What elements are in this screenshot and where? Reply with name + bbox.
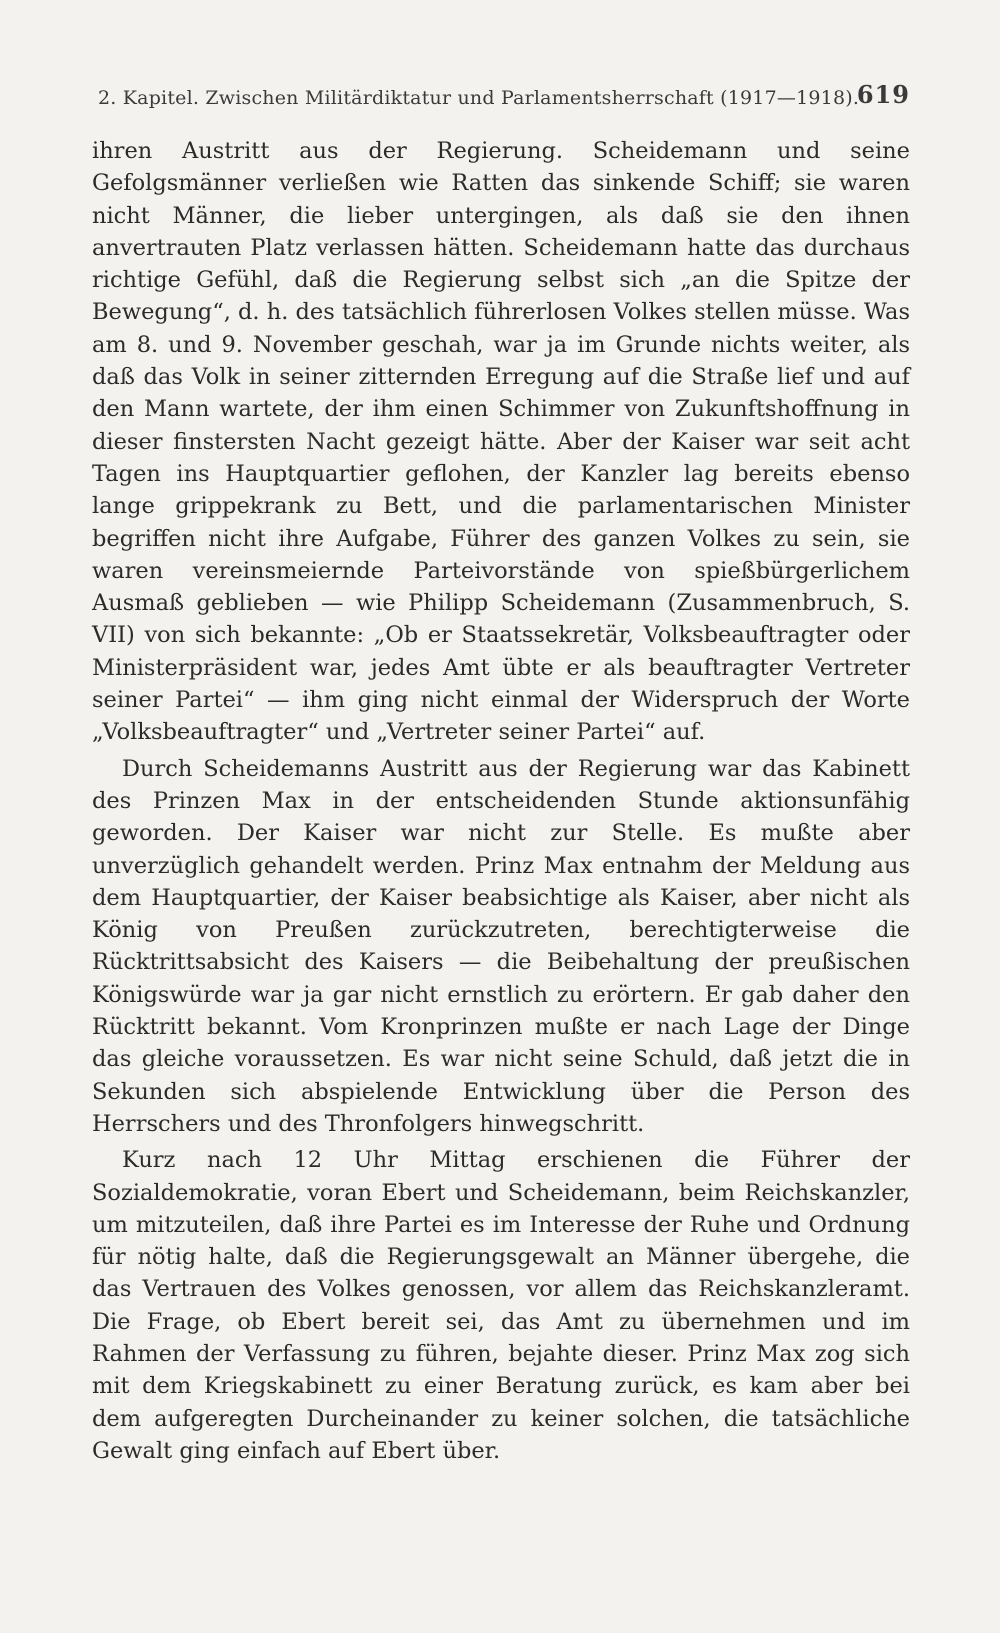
page-number: 619	[856, 80, 910, 109]
page-header	[98, 80, 910, 112]
paragraph-3: Kurz nach 12 Uhr Mittag erschienen die Führer der Sozialdemokratie, voran Ebert und Scheidemann, beim Reichskanzler, um mitzuteilen, daß ihre Partei es im Interesse der Ruhe und Ordnung für nötig halte, daß die Regierungsgewalt an Männer übergehe, die das Vertrauen des Volkes genossen, vor allem das Reichskanzleramt. Die Frage, ob Ebert bereit sei, das Amt zu übernehmen und im Rahmen der Verfassung zu führen, bejahte dieser. Prinz Max zog sich mit dem Kriegskabinett zu einer Beratung zurück, es kam aber bei dem aufgeregten Durcheinander zu keiner solchen, die tatsächliche Gewalt ging einfach auf Ebert über.	[92, 1147, 910, 1464]
paragraph-2: Durch Scheidemanns Austritt aus der Regierung war das Kabinett des Prinzen Max in der entscheidenden Stunde aktionsunfähig geworden. Der Kaiser war nicht zur Stelle. Es mußte aber unverzüglich gehandelt werden. Prinz Max entnahm der Meldung aus dem Hauptquartier, der Kaiser beabsichtige als Kaiser, aber nicht als König von Preußen zurückzutreten, berechtigterweise die Rücktrittsabsicht des Kaisers — die Beibehaltung der preußischen Königswürde war ja gar nicht ernstlich zu erörtern. Er gab daher den Rücktritt bekannt. Vom Kronprinzen mußte er nach Lage der Dinge das gleiche voraussetzen. Es war nicht seine Schuld, daß jetzt die in Sekunden sich abspielende Entwicklung über die Person des Herrschers und des Thronfolgers hinwegschritt.	[92, 755, 910, 1137]
running-head: 2. Kapitel. Zwischen Militärdiktatur und Parlamentsherrschaft (1917—1918).	[98, 87, 860, 109]
body-text	[92, 135, 910, 1467]
paragraph-1: ihren Austritt aus der Regierung. Scheidemann und seine Gefolgsmänner verließen wie Ratten das sinkende Schiff; sie waren nicht Männer, die lieber untergingen, als daß sie den ihnen anvertrauten Platz verlassen hätten. Scheidemann hatte das durchaus richtige Gefühl, daß die Regierung selbst sich „an die Spitze der Bewegung“, d. h. des tatsächlich führerlosen Volkes stellen müsse. Was am 8. und 9. November geschah, war ja im Grunde nichts weiter, als daß das Volk in seiner zitternden Erregung auf die Straße lief und auf den Mann wartete, der ihm einen Schimmer von Zukunftshoffnung in dieser finstersten Nacht gezeigt hätte. Aber der Kaiser war seit acht Tagen ins Hauptquartier geflohen, der Kanzler lag bereits ebenso lange grippekrank zu Bett, und die parlamentarischen Minister begriffen nicht ihre Aufgabe, Führer des ganzen Volkes zu sein, sie waren vereinsmeiernde Parteivorstände von spießbürgerlichem Ausmaß geblieben — wie Philipp Scheidemann (Zusammenbruch, S. VII) von sich bekannte: „Ob er Staatssekretär, Volksbeauftragter oder Ministerpräsident war, jedes Amt übte er als beauftragter Vertreter seiner Partei“ — ihm ging nicht einmal der Widerspruch der Worte „Volksbeauftragter“ und „Vertreter seiner Partei“ auf.	[92, 138, 911, 746]
